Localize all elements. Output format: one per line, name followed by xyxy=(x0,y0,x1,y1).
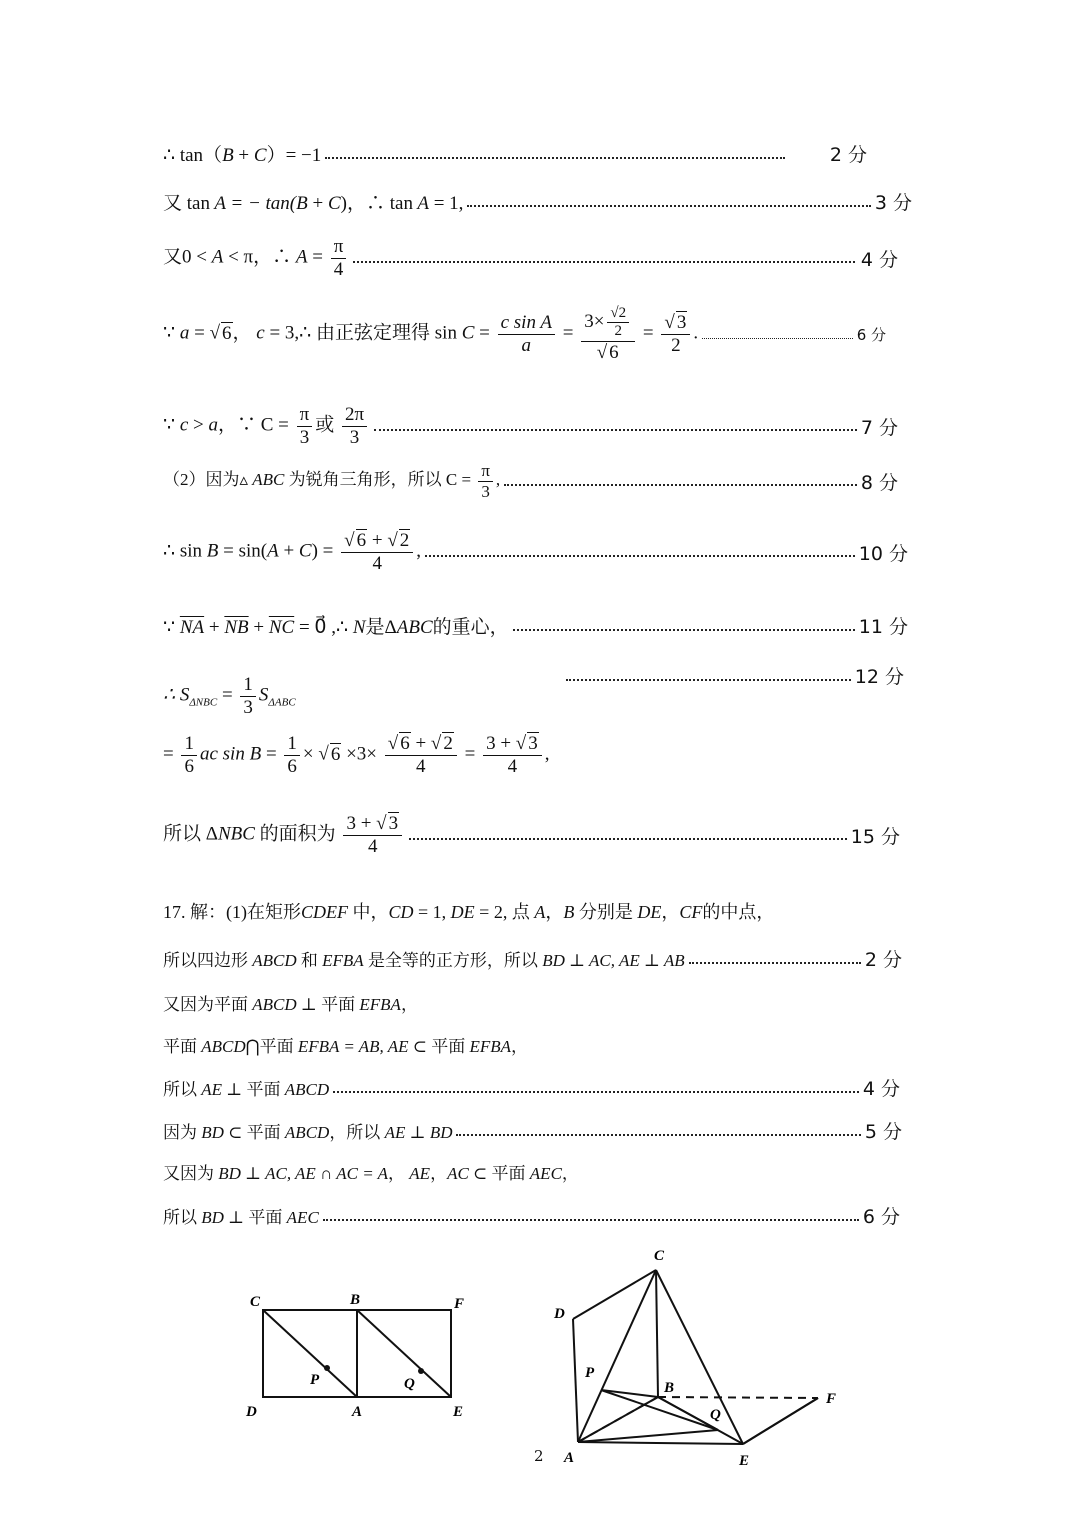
fraction: 3× $\frac{√2}{2}$ √ 6 xyxy=(581,305,635,363)
edge-FE xyxy=(743,1398,818,1444)
edge-AQ xyxy=(578,1430,718,1442)
score-label: 10 分 xyxy=(858,542,908,565)
leader-dots xyxy=(702,338,853,339)
fraction: $\frac{3 + √ 3}{4}$ xyxy=(343,813,402,858)
line-6: （2）因为▵ ABC 为锐角三角形，所以 C = $\frac{\pi}{3}$ , 8 分 xyxy=(163,461,898,501)
label-B: B xyxy=(664,1380,675,1396)
line-8: ∵ $\overline{NA} + \overline{NB} + \overline{NC}$ = 0⃗ ,∴ N是ΔABC的重心， 11 分 xyxy=(163,612,912,639)
line-18: 因为 BD ⊂ 平面 ABCD，所以 AE ⊥ BD 5 分 xyxy=(163,1117,912,1144)
figure-solid xyxy=(548,1240,848,1480)
fraction: $\frac{\text{c sin A}}{a}$ xyxy=(498,312,555,357)
fraction: $\frac{1}{3}$ xyxy=(240,674,256,719)
score-label: 6 分 xyxy=(862,1206,900,1228)
fraction: $\frac{\pi}{3}$ xyxy=(478,461,493,501)
label-E: E xyxy=(739,1453,750,1469)
label-A: A xyxy=(564,1450,575,1466)
edge-CD xyxy=(573,1270,656,1319)
line-2: 又 tan A = − tan(B + C)，∴ tan A = 1, 3 分 xyxy=(163,188,912,215)
leader-dots xyxy=(333,1091,859,1093)
edge-DA xyxy=(573,1319,578,1442)
edge-CA xyxy=(578,1270,656,1442)
leader-dots xyxy=(689,962,861,964)
label-P: P xyxy=(310,1372,320,1388)
edge-CB xyxy=(656,1270,658,1397)
fraction: $\frac{\pi}{3}$ xyxy=(297,404,313,449)
label-Q: Q xyxy=(404,1376,415,1392)
fraction: $\frac{√ 6 + √ 2}{4}$ xyxy=(385,733,457,778)
line-12: 所以 ΔNBC 的面积为 $\frac{3 + √ 3}{4}$ 15 分 xyxy=(163,813,900,857)
label-C: C xyxy=(250,1294,261,1310)
score-label: 8 分 xyxy=(860,471,898,494)
leader-dots xyxy=(456,1134,860,1136)
label-D: D xyxy=(554,1306,565,1322)
line-1: ∴ tan（B + C）= −1 2 分 xyxy=(163,140,912,167)
score-label: 2 分 xyxy=(864,949,902,971)
score-label: 2 分 xyxy=(829,144,867,166)
edge-PQ xyxy=(601,1390,718,1430)
score-label: 7 分 xyxy=(860,416,898,439)
leader-dots xyxy=(325,157,785,159)
line-17: 所以 AE ⊥ 平面 ABCD 4 分 xyxy=(163,1074,912,1101)
fraction: $\frac{√ 6 + √ 2}{4}$ xyxy=(341,530,413,575)
line-5: ∵ c > a，∵ C = $\frac{\pi}{3}$ 或 $\frac{2\pi}{3}$ 7 分 xyxy=(163,404,898,448)
edge-BF-hidden xyxy=(658,1397,818,1398)
score-label: 6 分 xyxy=(856,325,886,344)
line-19: 又因为 BD ⊥ AC, AE ∩ AC = A， AE，AC ⊂ 平面 AEC， xyxy=(163,1164,579,1183)
fraction: $\frac{2\pi}{3}$ xyxy=(342,404,367,449)
leader-dots xyxy=(504,484,857,486)
label-C: C xyxy=(654,1248,665,1264)
fraction: $\frac{3 + √ 3}{4}$ xyxy=(483,733,542,778)
point-P xyxy=(324,1365,330,1371)
page-number: 2 xyxy=(534,1447,544,1465)
score-label: 4 分 xyxy=(860,248,898,271)
edge-CE xyxy=(656,1270,743,1444)
score-label: 15 分 xyxy=(850,825,900,848)
line-3: 又0 < A < π，∴ A = $\frac{\pi}{4}$ 4 分 xyxy=(163,236,898,280)
leader-dots xyxy=(353,261,855,263)
label-F: F xyxy=(454,1296,465,1312)
line-14: 所以四边形 ABCD 和 EFBA 是全等的正方形，所以 BD ⊥ AC, AE ⊥ AB 2 分 xyxy=(163,945,912,972)
line-16: 平面 ABCD⋂平面 EFBA = AB, AE ⊂ 平面 EFBA， xyxy=(163,1037,529,1056)
score-label: 11 分 xyxy=(858,616,908,638)
point-Q xyxy=(418,1368,424,1374)
edge-AE xyxy=(578,1442,743,1444)
line-4: ∵ a = √ 6， c = 3,∴ 由正弦定理得 sin C = $\frac{\text{c sin A}}{a}$ = 3× $\frac{√2}{2}$ √ 6 = $\frac{√ 3}{2}$ . 6 分 xyxy=(163,305,886,363)
label-A: A xyxy=(352,1404,363,1420)
fraction: $\frac{1}{6}$ xyxy=(284,733,300,778)
label-P: P xyxy=(585,1365,595,1381)
score-label: 3 分 xyxy=(874,192,912,214)
label-F: F xyxy=(826,1391,837,1407)
leader-dots xyxy=(513,629,855,631)
leader-dots xyxy=(409,838,847,840)
line-15: 又因为平面 ABCD ⊥ 平面 EFBA， xyxy=(163,995,418,1014)
line-11: = $\frac{1}{6}$ ac sin B = $\frac{1}{6}$ × √ 6 ×3× $\frac{√ 6 + √ 2}{4}$ = $\frac{3 + √ 3}{4}$ , xyxy=(163,733,550,777)
fraction: $\frac{\pi}{4}$ xyxy=(331,236,347,281)
line-13: 17. 解：(1)在矩形CDEF 中，CD = 1, DE = 2, 点 A，B 分别是 DE，CF的中点， xyxy=(163,902,775,922)
line-10: ∴ $S_{\Delta NBC}$ = $\frac{1}{3}$ $S_{\Delta ABC}$ xyxy=(163,674,296,718)
leader-dots xyxy=(323,1219,859,1221)
leader-dots xyxy=(467,205,870,207)
score-label: 4 分 xyxy=(862,1078,900,1100)
fraction: $\frac{√ 3}{2}$ xyxy=(661,312,690,357)
line-7: ∴ sin B = sin(A + C) = $\frac{√ 6 + √ 2}{4}$ , 10 分 xyxy=(163,530,908,574)
figure-rectangle xyxy=(240,1290,480,1420)
line-20: 所以 BD ⊥ 平面 AEC 6 分 xyxy=(163,1202,912,1229)
label-E: E xyxy=(453,1404,464,1420)
fraction: $\frac{1}{6}$ xyxy=(181,733,197,778)
score-label: 12 分 xyxy=(854,666,904,688)
leader-dots xyxy=(425,555,855,557)
label-Q: Q xyxy=(710,1407,721,1423)
leader-dots xyxy=(374,429,857,431)
label-B: B xyxy=(350,1292,361,1308)
label-D: D xyxy=(246,1404,257,1420)
score-label: 5 分 xyxy=(864,1121,902,1143)
